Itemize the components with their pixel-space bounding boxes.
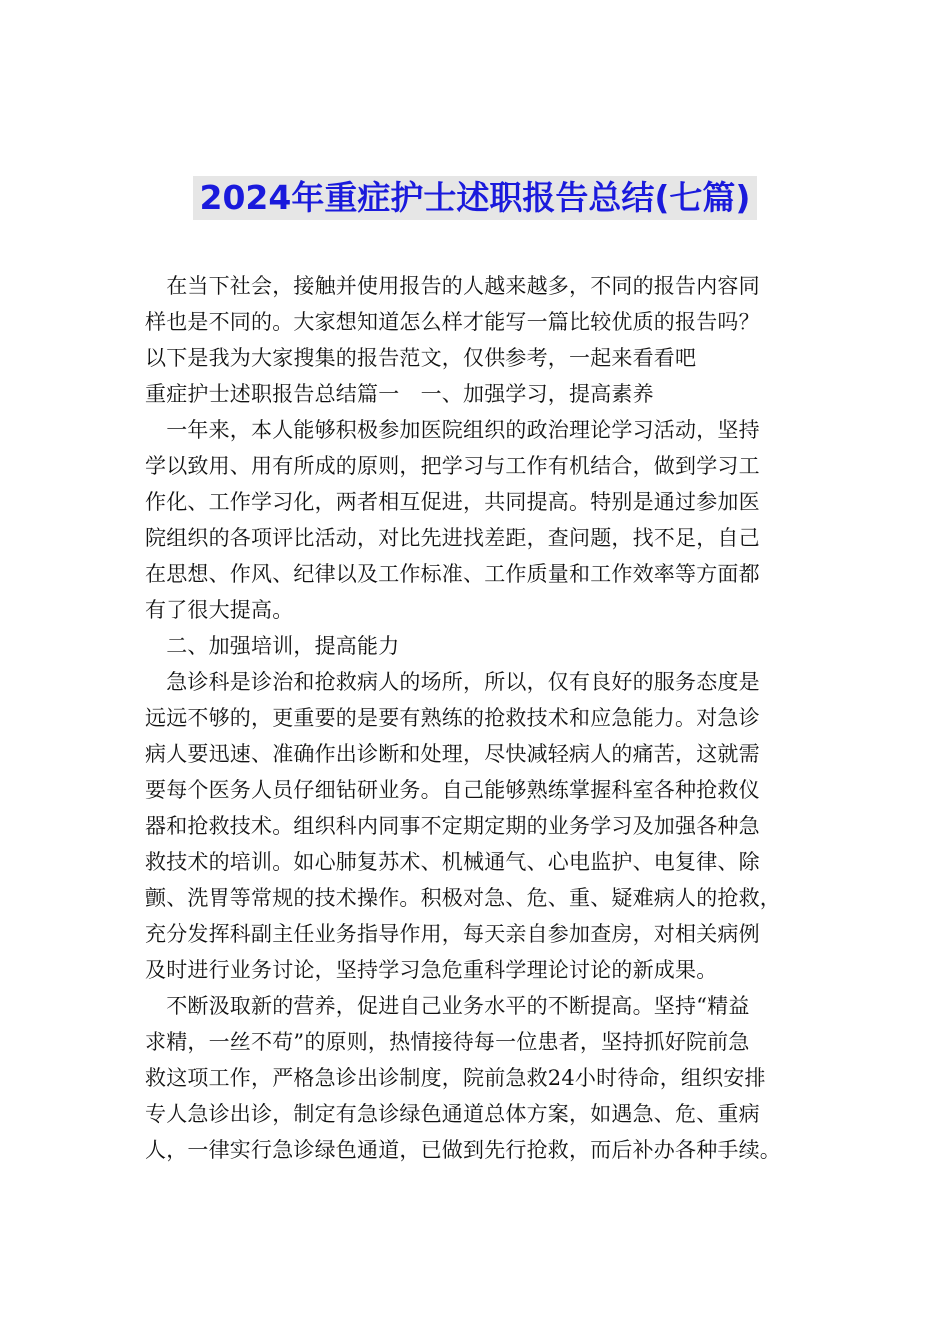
text-line: 样也是不同的。大家想知道怎么样才能写一篇比较优质的报告吗？ <box>145 310 760 334</box>
text-line: 及时进行业务讨论，坚持学习急危重科学理论讨论的新成果。 <box>145 958 718 982</box>
document-title: 2024年重症护士述职报告总结(七篇) <box>193 176 756 220</box>
title-container <box>0 176 950 220</box>
text-line: 以下是我为大家搜集的报告范文，仅供参考，一起来看看吧 <box>145 346 697 370</box>
section-heading-line: 二、加强培训，提高能力 <box>145 634 400 658</box>
text-line: 器和抢救技术。组织科内同事不定期定期的业务学习及加强各种急 <box>145 814 760 838</box>
text-line: 不断汲取新的营养，促进自己业务水平的不断提高。坚持“精益 <box>145 994 750 1018</box>
document-body <box>145 268 825 1168</box>
text-line: 颤、洗胃等常规的技术操作。积极对急、危、重、疑难病人的抢救， <box>145 886 781 910</box>
text-line: 救这项工作，严格急诊出诊制度，院前急救24小时待命，组织安排 <box>145 1066 766 1090</box>
text-line: 学以致用、用有所成的原则，把学习与工作有机结合，做到学习工 <box>145 454 760 478</box>
text-line: 充分发挥科副主任业务指导作用，每天亲自参加查房，对相关病例 <box>145 922 760 946</box>
text-line: 作化、工作学习化，两者相互促进，共同提高。特别是通过参加医 <box>145 490 760 514</box>
text-line: 院组织的各项评比活动，对比先进找差距，查问题，找不足，自己 <box>145 526 760 550</box>
text-line: 病人要迅速、准确作出诊断和处理，尽快减轻病人的痛苦，这就需 <box>145 742 760 766</box>
text-line: 在思想、作风、纪律以及工作标准、工作质量和工作效率等方面都 <box>145 562 760 586</box>
text-line: 救技术的培训。如心肺复苏术、机械通气、心电监护、电复律、除 <box>145 850 760 874</box>
section-heading-line: 重症护士述职报告总结篇一 一、加强学习，提高素养 <box>145 382 654 406</box>
text-line: 要每个医务人员仔细钻研业务。自己能够熟练掌握科室各种抢救仪 <box>145 778 760 802</box>
text-line: 在当下社会，接触并使用报告的人越来越多，不同的报告内容同 <box>145 274 760 298</box>
text-line: 人，一律实行急诊绿色通道，已做到先行抢救，而后补办各种手续。 <box>145 1138 781 1162</box>
text-line: 急诊科是诊治和抢救病人的场所，所以，仅有良好的服务态度是 <box>145 670 760 694</box>
text-line: 求精，一丝不苟”的原则，热情接待每一位患者，坚持抓好院前急 <box>145 1030 750 1054</box>
text-line: 远远不够的，更重要的是要有熟练的抢救技术和应急能力。对急诊 <box>145 706 760 730</box>
text-line: 一年来，本人能够积极参加医院组织的政治理论学习活动，坚持 <box>145 418 760 442</box>
text-line: 有了很大提高。 <box>145 598 294 622</box>
text-line: 专人急诊出诊，制定有急诊绿色通道总体方案，如遇急、危、重病 <box>145 1102 760 1126</box>
